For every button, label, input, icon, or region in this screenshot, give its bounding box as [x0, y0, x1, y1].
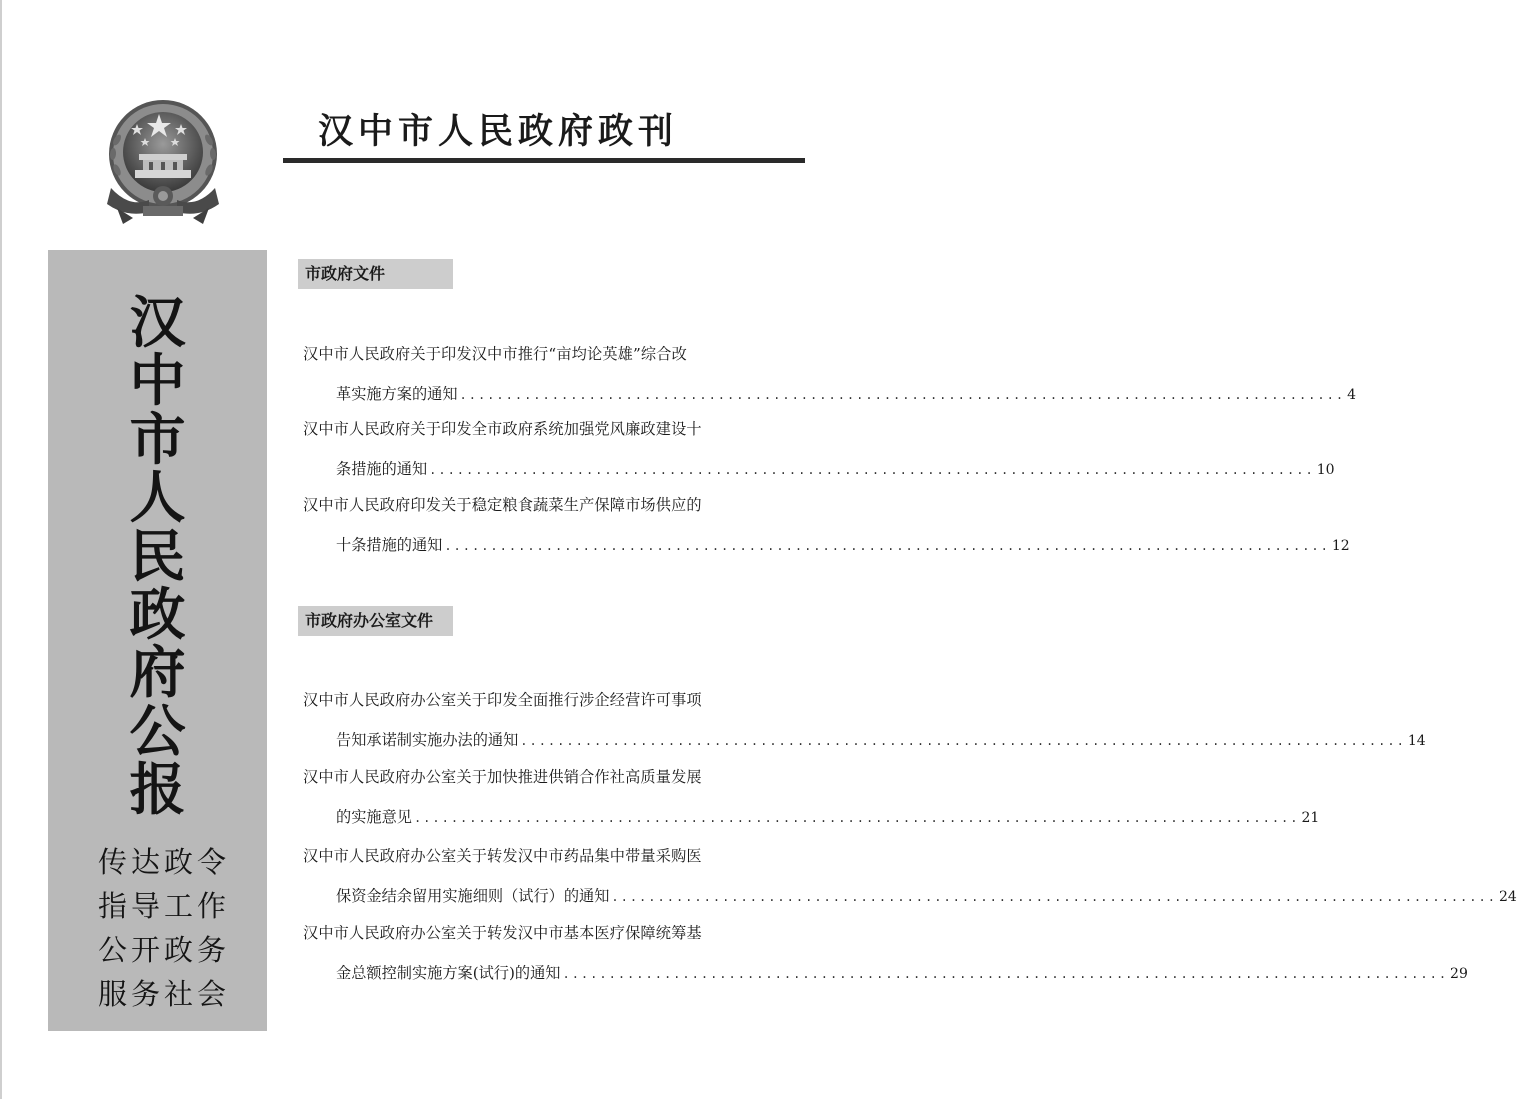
section-label-general-office: 市政府办公室文件 [298, 606, 453, 636]
toc-entry-title: 汉中市人民政府办公室关于印发全面推行涉企经营许可事项 [303, 691, 702, 709]
toc-entry-title: 汉中市人民政府办公室关于转发汉中市药品集中带量采购医 [303, 847, 702, 865]
side-title-char: 报 [129, 757, 186, 824]
toc-entry-continuation [336, 458, 1335, 479]
toc-page-number: 29 [1450, 966, 1468, 982]
motto-line: 服务社会 [98, 977, 231, 1011]
toc-page-number: 12 [1331, 538, 1350, 554]
toc-page-number: 21 [1301, 810, 1320, 826]
toc-page-number: 14 [1407, 733, 1426, 749]
toc-entry-title-cont: 十条措施的通知 [336, 536, 443, 554]
side-title-char: 公 [129, 698, 186, 765]
toc-entry-title: 汉中市人民政府印发关于稳定粮食蔬菜生产保障市场供应的 [303, 496, 702, 514]
toc-entry-title-cont: 告知承诺制实施办法的通知 [336, 731, 519, 749]
leader-dots: ................................................................................................ [611, 890, 1497, 904]
leader-dots: ................................................................................................ [429, 463, 1315, 477]
motto-line: 公开政务 [98, 933, 231, 967]
toc-page-number: 4 [1347, 387, 1356, 403]
toc-entry-title: 汉中市人民政府办公室关于加快推进供销合作社高质量发展 [303, 768, 702, 786]
toc-entry-title-cont: 革实施方案的通知 [336, 385, 458, 403]
side-title-char: 府 [129, 640, 186, 707]
motto-line: 指导工作 [98, 889, 231, 923]
toc-entry-continuation [336, 729, 1426, 750]
page-edge-rule [0, 0, 2, 1099]
masthead-rule [283, 158, 805, 163]
leader-dots: ................................................................................................ [562, 967, 1449, 981]
leader-dots: ................................................................................................ [444, 539, 1330, 553]
toc-entry-continuation [336, 534, 1350, 555]
toc-entry-continuation [336, 383, 1356, 404]
toc-entry-title: 汉中市人民政府关于印发汉中市推行“亩均论英雄”综合改 [303, 345, 687, 363]
national-emblem-icon [99, 96, 227, 226]
toc-page-number: 24 [1498, 889, 1517, 905]
toc-entry-title-cont: 的实施意见 [336, 808, 412, 826]
leader-dots: ................................................................................................ [459, 388, 1346, 402]
motto-line: 传达政令 [98, 845, 231, 879]
toc-entry-title-cont: 保资金结余留用实施细则（试行）的通知 [336, 887, 610, 905]
side-title [48, 290, 267, 824]
side-title-char: 人 [129, 465, 186, 532]
leader-dots: ................................................................................................ [520, 734, 1406, 748]
section-label-municipal-government: 市政府文件 [298, 259, 453, 289]
toc-entry-title-cont: 条措施的通知 [336, 460, 428, 478]
toc-entry-continuation [336, 806, 1320, 827]
side-panel [48, 250, 267, 1031]
motto-list [98, 840, 230, 1016]
masthead-title: 汉中市人民政府政刊 [318, 111, 679, 152]
toc-entry-title-cont: 金总额控制实施方案(试行)的通知 [336, 964, 561, 982]
side-title-char: 市 [129, 406, 186, 473]
toc-entry-continuation [336, 962, 1468, 983]
side-title-char: 民 [129, 523, 186, 590]
side-title-char: 汉 [129, 290, 186, 356]
toc-entry-continuation [336, 885, 1517, 906]
leader-dots: ................................................................................................ [413, 811, 1300, 825]
toc-entry-title: 汉中市人民政府办公室关于转发汉中市基本医疗保障统筹基 [303, 924, 702, 942]
side-title-char: 政 [129, 582, 186, 649]
side-title-char: 中 [129, 348, 186, 415]
toc-page-number: 10 [1316, 462, 1335, 478]
toc-entry-title: 汉中市人民政府关于印发全市政府系统加强党风廉政建设十 [303, 420, 702, 438]
